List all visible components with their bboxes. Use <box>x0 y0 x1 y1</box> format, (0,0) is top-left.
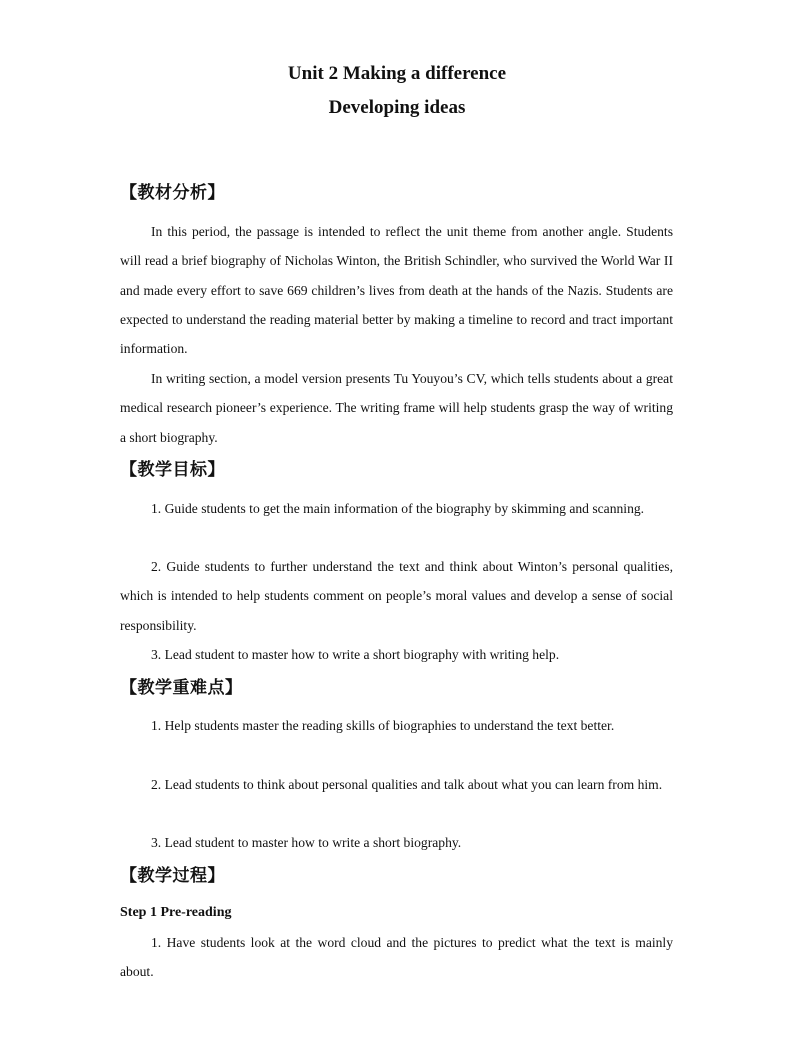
objective-item-3: 3. Lead student to master how to write a short biography with writing help. <box>151 647 560 662</box>
section-heading-key-points: 【教学重难点】 <box>120 678 243 698</box>
step-1-title: Step 1 Pre-reading <box>120 905 232 920</box>
step-1-item-1: 1. Have students look at the word cloud and the pictures to predict what the text is mainly about. <box>120 935 673 980</box>
document-subtitle: Developing ideas <box>328 97 466 118</box>
key-point-item-1: 1. Help students master the reading skills of biographies to understand the text better. <box>151 718 615 733</box>
document-title: Unit 2 Making a difference <box>287 63 507 84</box>
objective-item-2: 2. Guide students to further understand the text and think about Winton’s personal qualities, which is intended to help students comment on people’s moral values and develop a sense of social responsibility. <box>120 559 673 633</box>
objective-item-1: 1. Guide students to get the main information of the biography by skimming and scanning. <box>151 501 645 516</box>
key-point-item-2: 2. Lead students to think about personal qualities and talk about what you can learn from him. <box>151 777 663 792</box>
key-point-item-3: 3. Lead student to master how to write a short biography. <box>151 835 462 850</box>
analysis-paragraph-2: In writing section, a model version presents Tu Youyou’s CV, which tells students about a great medical research pioneer’s experience. The writing frame will help students grasp the way of writing a short biography. <box>120 371 673 445</box>
section-heading-objectives: 【教学目标】 <box>120 460 225 480</box>
section-heading-analysis: 【教材分析】 <box>120 183 225 203</box>
analysis-paragraph-1: In this period, the passage is intended to reflect the unit theme from another angle. Students will read a brief biography of Nicholas Winton, the British Schindler, who survived the World War II and made every effort to save 669 children’s lives from death at the hands of the Nazis. Students are expected to understand the reading material better by making a timeline to record and tract important information. <box>120 224 673 357</box>
section-heading-process: 【教学过程】 <box>120 866 225 886</box>
